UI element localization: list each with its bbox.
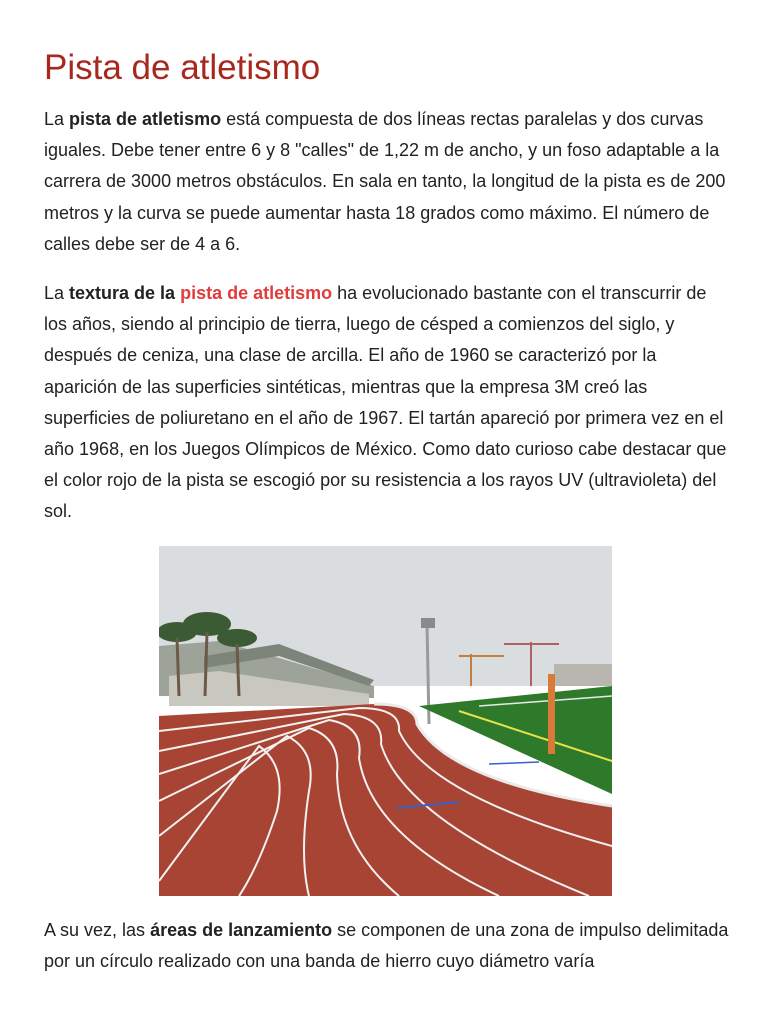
article-title: Pista de atletismo — [44, 48, 321, 87]
paragraph-throwing-areas — [44, 915, 734, 977]
bold-term — [69, 283, 332, 303]
track-link[interactable]: pista de atletismo — [180, 283, 333, 303]
bold-text: textura de la — [69, 283, 181, 303]
text-span: A su vez, las — [44, 920, 151, 940]
paragraph-track-texture — [44, 278, 734, 528]
track-photo — [159, 546, 612, 896]
text-span: está compuesta de dos líneas rectas paralelas y dos curvas iguales. Debe tener entre 6 y 8 "calles" de 1,22 m de ancho, y un foso adaptable a la carrera de 3000 metros obstáculos. En sala en tanto, la longitud de la pista es de 200 metros y la curva se puede aumentar hasta 18 grados como máximo. El número de calles debe ser de 4 a 6. — [44, 109, 726, 254]
bold-term: pista de atletismo — [69, 109, 222, 129]
text-span: ha evolucionado bastante con el transcurrir de los años, siendo al principio de tierra, luego de césped a comienzos del siglo, y después de ceniza, una clase de arcilla. El año de 1960 se caracterizó por la aparición de las superficies sintéticas, mientras que la empresa 3M creó las superficies de poliuretano en el año de 1967. El tartán apareció por primera vez en el año 1968, en los Juegos Olímpicos de México. Como dato curioso cabe destacar que el color rojo de la pista se escogió por su resistencia a los rayos UV (ultravioleta) del sol. — [44, 283, 727, 522]
text-span: se componen de una zona de impulso delimitada por un círculo realizado con una banda de hierro cuyo diámetro varía — [44, 920, 729, 972]
bold-term: áreas de lanzamiento — [150, 920, 333, 940]
text-span: La — [44, 283, 70, 303]
paragraph-track-description — [44, 104, 734, 260]
text-span: La — [44, 109, 70, 129]
